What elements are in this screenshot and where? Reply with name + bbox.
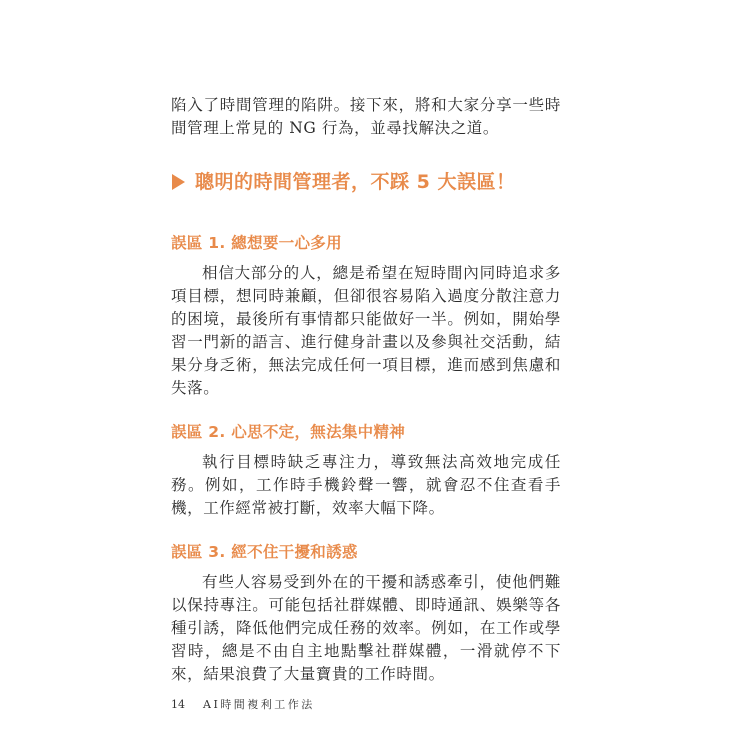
running-title: AI時間複利工作法 — [203, 698, 315, 711]
pitfall-1-heading: 誤區 1. 總想要一心多用 — [171, 234, 342, 252]
pitfall-3 — [171, 541, 561, 686]
pitfall-3-heading: 誤區 3. 經不住干擾和誘惑 — [171, 543, 358, 561]
page-number: 14 — [171, 698, 185, 711]
page-footer — [171, 698, 315, 712]
pitfall-2-body: 執行目標時缺乏專注力，導致無法高效地完成任務。例如，工作時手機鈴聲一響，就會忍不住查看手機，工作經常被打斷，效率大幅下降。 — [171, 453, 561, 517]
section-heading — [171, 169, 561, 195]
play-triangle-icon — [172, 174, 185, 190]
pitfall-1 — [171, 232, 561, 400]
section-title: 聰明的時間管理者，不踩 5 大誤區！ — [195, 171, 516, 193]
intro-paragraph: 陷入了時間管理的陷阱。接下來，將和大家分享一些時間管理上常見的 NG 行為，並尋找解決之道。 — [171, 96, 561, 137]
pitfall-1-body: 相信大部分的人，總是希望在短時間內同時追求多項目標，想同時兼顧，但卻很容易陷入過度分散注意力的困境，最後所有事情都只能做好一半。例如，開始學習一門新的語言、進行健身計畫以及參與社交活動，結果分身乏術，無法完成任何一項目標，進而感到焦慮和失落。 — [171, 264, 561, 397]
pitfall-2-heading: 誤區 2. 心思不定，無法集中精神 — [171, 423, 406, 441]
pitfall-2 — [171, 421, 561, 520]
pitfall-3-body: 有些人容易受到外在的干擾和誘惑牽引，使他們難以保持專注。可能包括社群媒體、即時通訊、娛樂等各種引誘，降低他們完成任務的效率。例如，在工作或學習時，總是不由自主地點擊社群媒體，一滑就停不下來，結果浪費了大量寶貴的工作時間。 — [171, 573, 561, 683]
page-content — [171, 94, 561, 707]
